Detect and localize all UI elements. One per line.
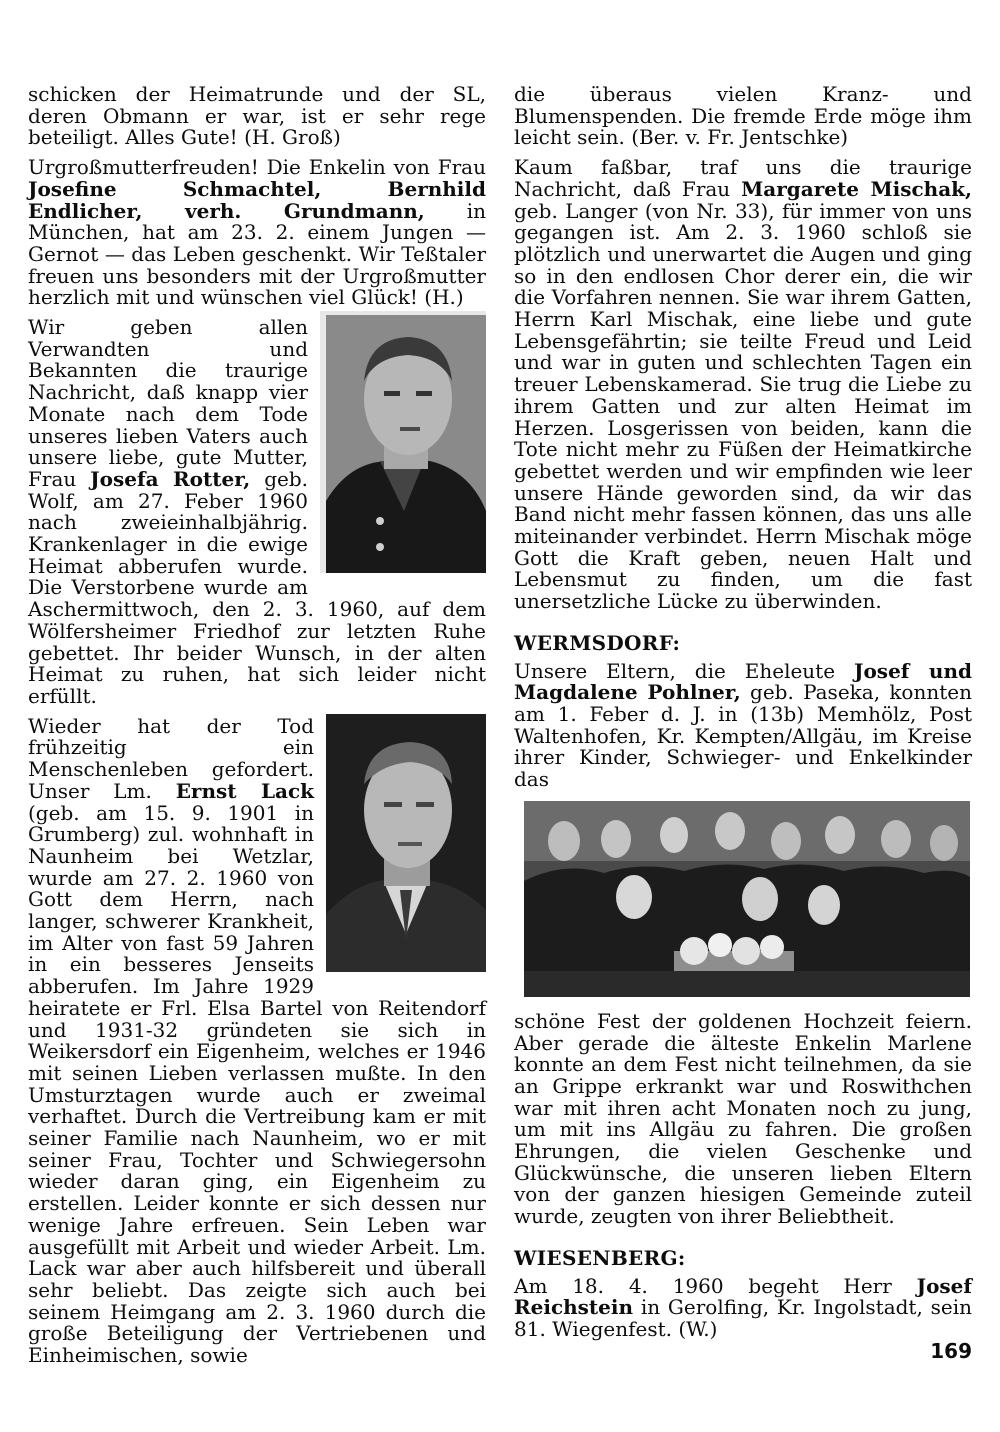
text: schicken der Heimatrunde und der SL, deren Obmann er war, ist er sehr rege beteiligt. Alles Gute! (H. Groß) (28, 82, 486, 150)
left-column (28, 84, 486, 1367)
text: geb. Paseka, konnten am 1. Feber d. J. in (13b) Memhölz, Post Waltenhofen, Kr. Kempten/Allgäu, im Kreise ihrer Kinder, Schwieger- und Enkelkinder das (514, 680, 972, 792)
page-number: 169 (930, 1339, 972, 1363)
text: schöne Fest der goldenen Hochzeit feiern. Aber gerade die älteste Enkelin Marlene konnte an dem Fest nicht teilnehmen, da sie an Grippe erkrankt war und Roswithchen war mit ihren acht Monaten noch zu jung, um mit ins Allgäu zu fahren. Die großen Ehrungen, die vielen Geschenke und Glückwünsche, die unseren lieben Eltern von der ganzen hiesigen Gemeinde zuteil wurde, zeugten von ihrer Beliebtheit. (514, 1008, 972, 1229)
person-name: Josefine Schmachtel, Bernhild Endlicher, verh. Grundmann, (28, 176, 486, 223)
text: Wieder hat der Tod frühzeitig ein Menschenleben gefordert. Unser Lm. (28, 713, 314, 803)
paragraph-josefa-rotter (28, 317, 486, 708)
person-name: Margarete Mischak, (741, 176, 972, 201)
text: in München, hat am 23. 2. einem Jungen — Gernot — das Leben geschenkt. Wir Teßtaler freuen uns besonders mit der Urgroßmutter herzlich mit und wünschen viel Glück! (H.) (28, 198, 486, 310)
right-column (514, 84, 972, 1349)
text: Am 18. 4. 1960 begeht Herr (514, 1273, 917, 1298)
text: Kaum faßbar, traf uns die traurige Nachricht, daß Frau (514, 155, 972, 201)
group-photo-golden-wedding (524, 801, 970, 997)
portrait-photo-ernst-lack (326, 714, 486, 972)
paragraph-heimatrunde (28, 84, 486, 149)
text: Wir geben allen Verwandten und Bekannten die traurige Nachricht, daß knapp vier Monate nach dem Tode unseres lieben Vaters auch unsere liebe, gute Mutter, Frau (28, 315, 308, 491)
text: geb. Wolf, am 27. Feber 1960 nach zweieinhalbjährig. Krankenlager in die ewige Heimat abberufen wurde. Die Verstorbene wurde am Aschermittwoch, den 2. 3. 1960, auf dem Wölfersheimer Friedhof zur letzten Ruhe gebettet. Ihr beider Wunsch, in der alten Heimat zu ruhen, hat sich leider nicht erfüllt. (28, 466, 486, 708)
text: geb. Langer (von Nr. 33), für immer von uns gegangen ist. Am 2. 3. 1960 schloß sie plötzlich und unerwartet die Augen und ging so in den endlosen Chor derer ein, die wir die Vorfahren nennen. Sie war ihrem Gatten, Herrn Karl Mischak, eine liebe und gute Lebensgefährtin; sie teilte Freud und Leid und war in guten und schlechten Tagen ein treuer Lebenskamerad. Sie trug die Liebe zu ihrem Gatten und zur alten Heimat im Herzen. Losgerissen von beiden, kann die Tote nicht mehr zu Füßen der Heimatkirche gebettet werden und wir empfinden wie leer unsere Hände geworden sind, da wir das Band nicht mehr fassen können, das uns alle miteinander verbindet. Herrn Mischak möge Gott die Kraft geben, neuen Halt und Lebensmut zu finden, um die fast unersetzliche Lücke zu überwinden. (514, 198, 972, 614)
portrait-photo-josefa-rotter (320, 311, 486, 573)
paragraph-ernst-lack (28, 713, 486, 1368)
paragraph-goldene-hochzeit (514, 1008, 972, 1229)
section-heading-wermsdorf: WERMSDORF: (514, 630, 681, 655)
paragraph-josef-reichstein (514, 1273, 972, 1341)
paragraph-blumenspenden (514, 84, 972, 149)
text: Urgroßmutterfreuden! Die Enkelin von Frau (28, 155, 486, 180)
person-name: Josefa Rotter, (90, 466, 251, 491)
person-name: Josef und Magdalene Pohlner, (514, 658, 973, 705)
paragraph-pohlner-intro (514, 658, 973, 792)
person-name: Ernst Lack (175, 778, 315, 803)
text: (geb. am 15. 9. 1901 in Grumberg) zul. wohnhaft in Naunheim bei Wetzlar, wurde am 27. 2. 1960 von Gott dem Herrn, nach langer, schwerer Krankheit, im Alter von fast 59 Jahren in ein besseres Jenseits abberufen. Im Jahre 1929 heiratete er Frl. Elsa Bartel von Reitendorf und 1931-32 gründeten sie sich in Weikersdorf ein Eigenheim, welches er 1946 mit seinen Lieben verlassen mußte. In den Umsturztagen wurde auch er zweimal verhaftet. Durch die Vertreibung kam er mit seiner Familie nach Naunheim, wo er mit seiner Frau, Tochter und Schwiegersohn wieder daran ging, ein Eigenheim zu erstellen. Leider konnte er sich dessen nur wenige Jahre erfreuen. Sein Leben war ausgefüllt mit Arbeit und wieder Arbeit. Lm. Lack war aber auch hilfsbereit und überall sehr beliebt. Das zeigte sich auch bei seinem Heimgang am 2. 3. 1960 durch die große Beteiligung der Vertriebenen und Einheimischen, sowie (28, 800, 486, 1368)
paragraph-margarete-mischak (514, 157, 972, 613)
person-name: Josef Reichstein (514, 1273, 972, 1320)
text: Unsere Eltern, die Eheleute (514, 658, 854, 683)
paragraph-urgrossmutterfreuden (28, 157, 486, 309)
section-heading-wiesenberg: WIESENBERG: (514, 1245, 686, 1270)
text: die überaus vielen Kranz- und Blumenspenden. Die fremde Erde möge ihm leicht sein. (Ber. v. Fr. Jentschke) (514, 82, 972, 150)
text: in Gerolfing, Kr. Ingolstadt, sein 81. Wiegenfest. (W.) (514, 1295, 972, 1341)
